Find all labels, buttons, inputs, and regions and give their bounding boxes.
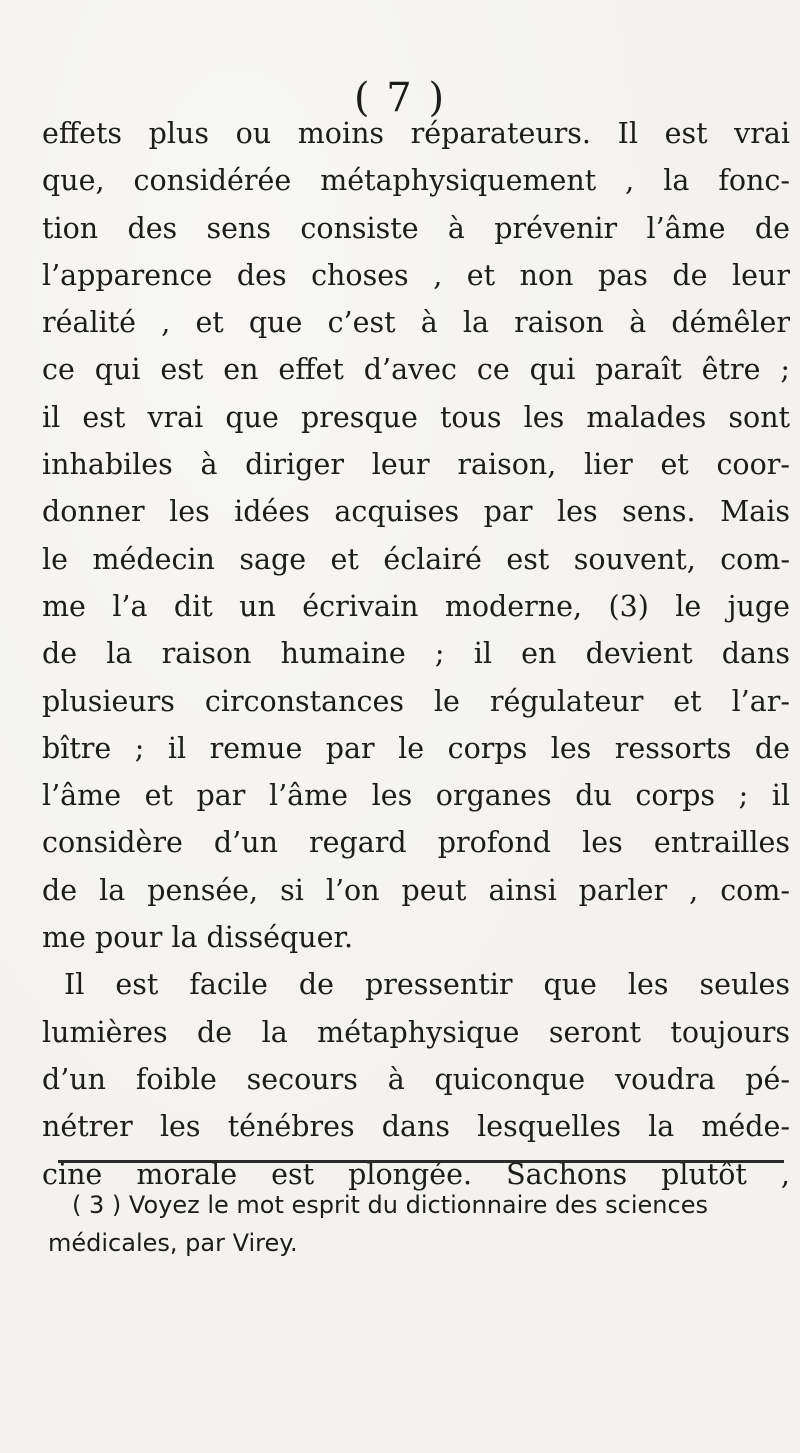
text-line: de la raison humaine ; il en devient dans <box>42 637 790 671</box>
text-line: le médecin sage et éclairé est souvent, com- <box>42 542 790 576</box>
footnote-rule <box>58 1160 784 1163</box>
footnote <box>48 1186 788 1262</box>
footnote-line: ( 3 ) Voyez le mot esprit du dictionnaire des sciences <box>72 1191 708 1219</box>
text-line: cine morale est plongée. Sachons plutôt , <box>42 1157 790 1191</box>
text-line: ce qui est en effet d’avec ce qui paraît être ; <box>42 353 790 387</box>
page-number: ( 7 ) <box>353 75 447 121</box>
text-line: nétrer les ténébres dans lesquelles la méde- <box>42 1110 790 1144</box>
text-line: bître ; il remue par le corps les ressorts de <box>42 731 790 765</box>
text-line: effets plus ou moins réparateurs. Il est vrai <box>42 117 790 150</box>
body-text <box>42 110 790 1198</box>
footnote-line: médicales, par Virey. <box>48 1229 298 1257</box>
text-line: inhabiles à diriger leur raison, lier et coor- <box>42 448 790 482</box>
text-line: me l’a dit un écrivain moderne, (3) le juge <box>42 589 790 623</box>
text-line: l’âme et par l’âme les organes du corps ; il <box>42 779 790 813</box>
text-line: réalité , et que c’est à la raison à démêler <box>42 306 790 340</box>
text-line: Il est facile de pressentir que les seules <box>64 968 790 1002</box>
text-line: lumières de la métaphysique seront toujours <box>42 1015 790 1049</box>
text-line: tion des sens consiste à prévenir l’âme de <box>42 211 790 245</box>
text-line: d’un foible secours à quiconque voudra pé- <box>42 1062 790 1096</box>
text-line: de la pensée, si l’on peut ainsi parler , com- <box>42 873 790 907</box>
text-line: plusieurs circonstances le régulateur et l’ar- <box>42 684 790 718</box>
text-line: l’apparence des choses , et non pas de leur <box>42 258 790 292</box>
text-line: donner les idées acquises par les sens. Mais <box>42 495 790 529</box>
text-line: il est vrai que presque tous les malades sont <box>42 400 790 434</box>
text-line: me pour la disséquer. <box>42 921 354 955</box>
text-line: considère d’un regard profond les entrailles <box>42 826 790 860</box>
text-line: que, considérée métaphysiquement , la fonc- <box>42 164 790 198</box>
